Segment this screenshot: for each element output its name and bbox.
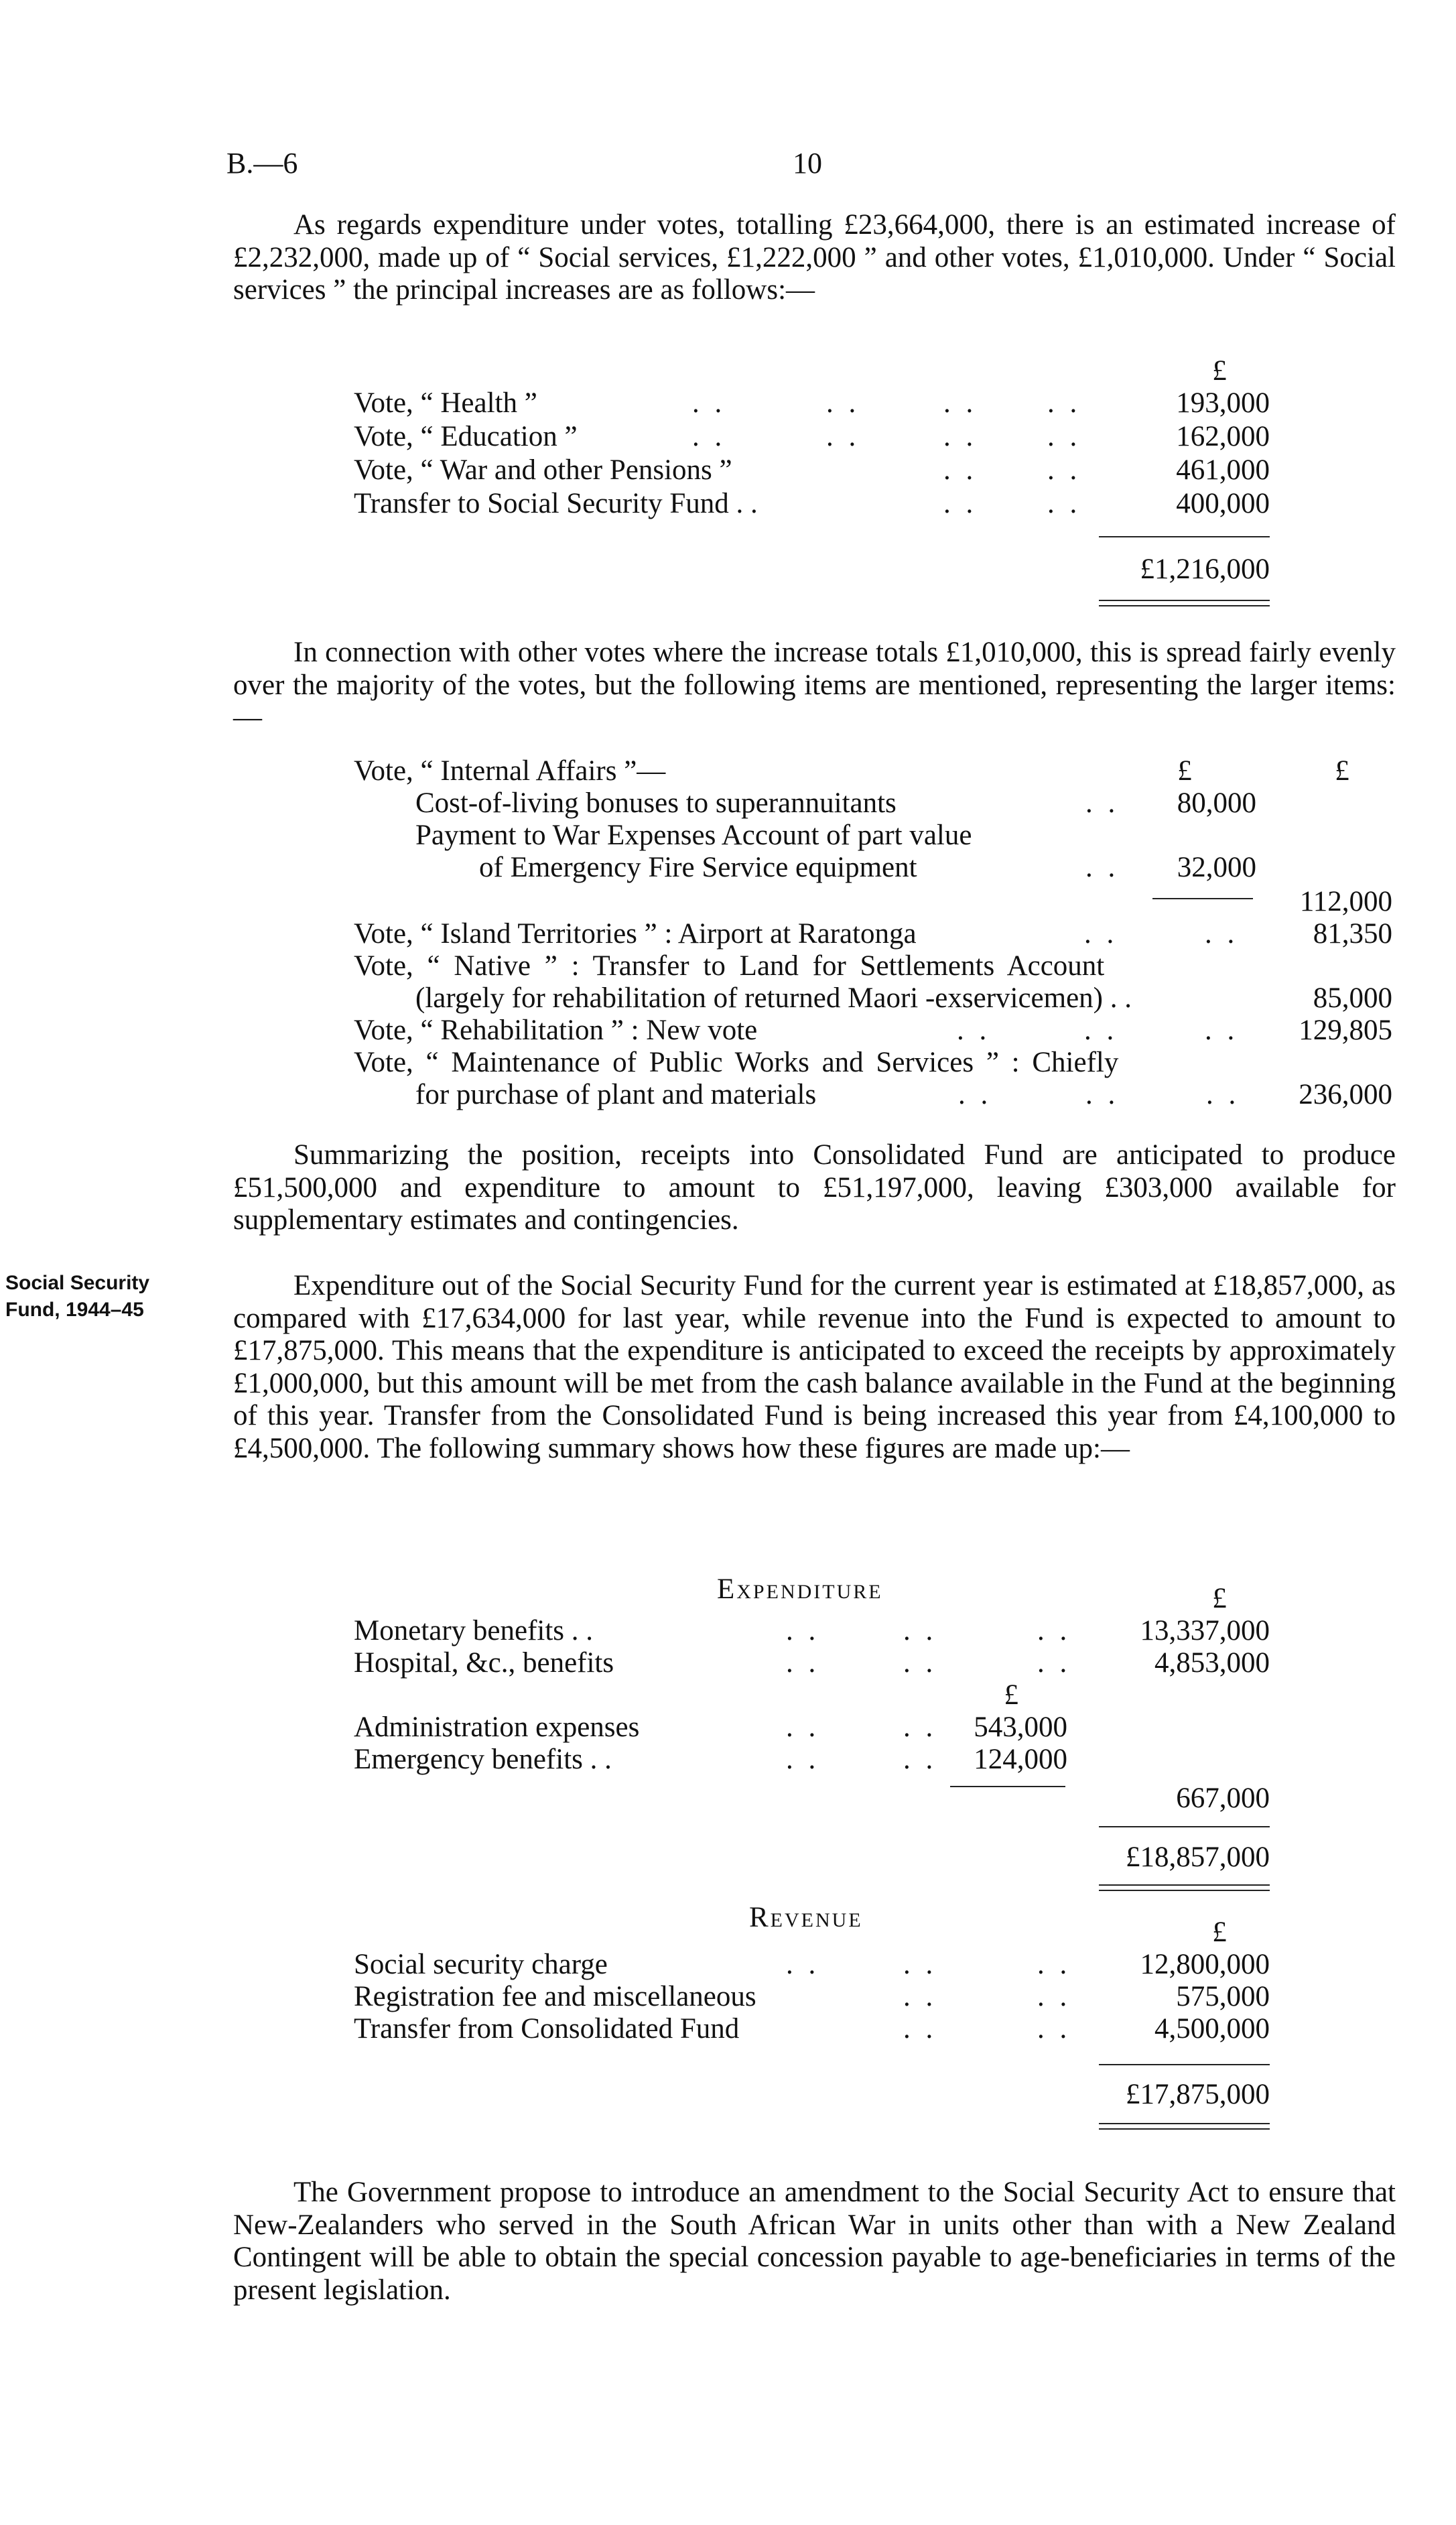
row-amount: 193,000: [1176, 387, 1270, 419]
row-amount: 667,000: [1176, 1783, 1270, 1814]
leader-dots: . .: [903, 2013, 937, 2045]
row-label: Vote, “ Rehabilitation ” : New vote: [354, 1015, 758, 1046]
leader-dots: . .: [1084, 1015, 1118, 1046]
leader-dots: . .: [957, 1015, 991, 1046]
leader-dots: . .: [786, 1949, 820, 1980]
leader-dots: . .: [943, 454, 978, 486]
table-row: [415, 1079, 1392, 1111]
rule: [950, 1786, 1065, 1787]
row-label: Social security charge: [354, 1949, 608, 1980]
leader-dots: . .: [903, 1711, 937, 1743]
subtotal-row: [1260, 886, 1392, 918]
paragraph-expenditure-votes: [233, 209, 1396, 307]
leader-dots: . .: [1085, 787, 1120, 819]
paragraph-text: In connection with other votes where the increase totals £1,010,000, this is spread fairly evenly over the majority of the votes, but the following items are mentioned, representing the larger items:—: [233, 637, 1396, 733]
row-amount: 124,000: [974, 1744, 1067, 1775]
leader-dots: . .: [1047, 454, 1081, 486]
row-amount: 85,000: [1313, 982, 1392, 1014]
table-row: [354, 1981, 1270, 2013]
leader-dots: . .: [692, 421, 726, 452]
section-heading: Revenue: [749, 1902, 863, 1933]
table-row: [354, 1744, 1067, 1776]
rule: [1099, 536, 1270, 537]
section-heading: Expenditure: [717, 1573, 883, 1605]
leader-dots: . .: [903, 1949, 937, 1980]
currency-header: £: [1212, 1583, 1227, 1614]
leader-dots: . .: [943, 421, 978, 452]
currency-header: £: [1335, 755, 1349, 787]
row-label: Transfer from Consolidated Fund: [354, 2013, 740, 2045]
paragraph-social-security-fund: [233, 1270, 1396, 1465]
leader-dots: . .: [903, 1981, 937, 2012]
table-row: [354, 454, 1270, 487]
table-row: [354, 1949, 1270, 1981]
row-amount: 4,853,000: [1154, 1647, 1270, 1679]
leader-dots: . .: [903, 1615, 937, 1646]
row-label: of Emergency Fire Service equipment: [479, 852, 917, 883]
row-label: Vote, “ War and other Pensions ”: [354, 454, 732, 486]
leader-dots: . .: [786, 1647, 820, 1679]
table-row: [354, 387, 1270, 419]
paragraph-government-amendment: [233, 2177, 1396, 2307]
row-amount: 112,000: [1299, 886, 1392, 917]
rule: [1099, 2064, 1270, 2065]
row-amount: 32,000: [1177, 852, 1256, 883]
leader-dots: . .: [1085, 852, 1120, 883]
table-row: [354, 2013, 1270, 2045]
table-total: [1072, 554, 1270, 586]
sidenote-social-security-fund: [5, 1270, 149, 1323]
table-row: [415, 982, 1392, 1015]
row-amount: 12,800,000: [1140, 1949, 1270, 1980]
paragraph-other-votes: [233, 637, 1396, 734]
leader-dots: . .: [1085, 1079, 1120, 1110]
row-amount: 81,350: [1313, 918, 1392, 950]
table-total: [1072, 2079, 1270, 2111]
table-row: [354, 1615, 1270, 1647]
rule: [1152, 898, 1253, 899]
leader-dots: . .: [903, 1647, 937, 1679]
double-rule: [1099, 1884, 1270, 1891]
row-label: Vote, “ Internal Affairs ”—: [354, 755, 666, 787]
leader-dots: . .: [1084, 918, 1118, 950]
row-label: (largely for rehabilitation of returned Maori -exservicemen) . .: [415, 982, 1132, 1014]
row-label: Cost-of-living bonuses to superannuitants: [415, 787, 897, 819]
total-amount: £18,857,000: [1126, 1841, 1270, 1873]
row-label: Payment to War Expenses Account of part value: [415, 820, 972, 851]
row-label: Administration expenses: [354, 1711, 640, 1743]
table-total: [1072, 1841, 1270, 1874]
leader-dots: . .: [1047, 488, 1081, 519]
table-row: [354, 1647, 1270, 1679]
currency-header: £: [1212, 355, 1227, 387]
leader-dots: . .: [958, 1079, 992, 1110]
page-number: 10: [793, 147, 822, 180]
subtotal-row: [1139, 1783, 1270, 1815]
sidenote-line: Social Security: [5, 1272, 150, 1294]
double-rule: [1099, 600, 1270, 606]
paragraph-text: The Government propose to introduce an amendment to the Social Security Act to ensure that New-Zealanders who served in the South African War in units other than with a New Zealand Contingent will be able to obtain the special concession payable to age-beneficiaries in terms of the present legislation.: [233, 2177, 1396, 2306]
leader-dots: . .: [1206, 1079, 1240, 1110]
table-row: [415, 787, 1256, 820]
row-amount: 162,000: [1176, 421, 1270, 452]
row-amount: 4,500,000: [1154, 2013, 1270, 2045]
double-rule: [1099, 2123, 1270, 2130]
row-label: Monetary benefits . .: [354, 1615, 594, 1646]
table-row: [354, 918, 1392, 950]
leader-dots: . .: [786, 1711, 820, 1743]
row-amount: 575,000: [1176, 1981, 1270, 2012]
table-row: [354, 421, 1270, 453]
row-amount: 129,805: [1299, 1015, 1392, 1046]
leader-dots: . .: [786, 1744, 820, 1775]
leader-dots: . .: [826, 421, 860, 452]
row-amount: 236,000: [1299, 1079, 1392, 1110]
sidenote-line: Fund, 1944–45: [5, 1299, 144, 1321]
table-row: [354, 950, 1392, 982]
row-label: Vote, “ Education ”: [354, 421, 578, 452]
row-amount: 543,000: [974, 1711, 1067, 1743]
row-label: Transfer to Social Security Fund . .: [354, 488, 758, 519]
leader-dots: . .: [826, 387, 860, 419]
leader-dots: . .: [1037, 1615, 1071, 1646]
table-row: [479, 852, 1256, 884]
leader-dots: . .: [903, 1744, 937, 1775]
row-label: for purchase of plant and materials: [415, 1079, 817, 1110]
paragraph-text: Summarizing the position, receipts into Consolidated Fund are anticipated to produce £51,500,000 and expenditure to amount to £51,197,000, leaving £303,000 available for supplementary estimates and contingencies.: [233, 1139, 1396, 1236]
row-amount: 80,000: [1177, 787, 1256, 819]
row-label: Emergency benefits . .: [354, 1744, 612, 1775]
row-amount: 400,000: [1176, 488, 1270, 519]
leader-dots: . .: [1205, 918, 1239, 950]
leader-dots: . .: [786, 1615, 820, 1646]
total-amount: £1,216,000: [1140, 554, 1270, 585]
row-label: Vote, “ Maintenance of Public Works and Services ” : Chiefly: [354, 1047, 1119, 1078]
table-row: [354, 1015, 1392, 1047]
leader-dots: . .: [943, 387, 978, 419]
rule: [1099, 1826, 1270, 1827]
leader-dots: . .: [692, 387, 726, 419]
document-reference: B.—6: [226, 147, 298, 180]
table-row: [354, 488, 1270, 520]
row-label: Registration fee and miscellaneous: [354, 1981, 756, 2012]
row-amount: 13,337,000: [1140, 1615, 1270, 1646]
leader-dots: . .: [1037, 1647, 1071, 1679]
paragraph-text: As regards expenditure under votes, totalling £23,664,000, there is an estimated increase of £2,232,000, made up of “ Social services, £1,222,000 ” and other votes, £1,010,000. Under “ Social services ” the principal increases are as follows:—: [233, 209, 1396, 306]
leader-dots: . .: [943, 488, 978, 519]
row-label: Vote, “ Health ”: [354, 387, 537, 419]
table-row: [354, 1711, 1067, 1744]
currency-header: £: [1177, 755, 1192, 787]
row-amount: 461,000: [1176, 454, 1270, 486]
total-amount: £17,875,000: [1126, 2079, 1270, 2110]
leader-dots: . .: [1037, 1949, 1071, 1980]
paragraph-summary-position: [233, 1139, 1396, 1237]
leader-dots: . .: [1047, 421, 1081, 452]
row-label: Hospital, &c., benefits: [354, 1647, 614, 1679]
table-row: [415, 820, 1152, 852]
paragraph-text: Expenditure out of the Social Security Fund for the current year is estimated at £18,857,000, as compared with £17,634,000 for last year, while revenue into the Fund is expected to amount to £17,875,000. This means that the expenditure is anticipated to exceed the receipts by approximately £1,000,000, but this amount will be met from the cash balance available in the Fund at the beginning of this year. Transfer from the Consolidated Fund is being increased this year from £4,100,000 to £4,500,000. The following summary shows how these figures are made up:—: [233, 1270, 1396, 1464]
table-row: [354, 1047, 1392, 1079]
leader-dots: . .: [1205, 1015, 1239, 1046]
row-label: Vote, “ Native ” : Transfer to Land for Settlements Account: [354, 950, 1105, 982]
row-label: Vote, “ Island Territories ” : Airport at Raratonga: [354, 918, 917, 950]
leader-dots: . .: [1037, 2013, 1071, 2045]
leader-dots: . .: [1037, 1981, 1071, 2012]
currency-header: £: [1212, 1917, 1227, 1948]
currency-header: £: [1004, 1679, 1018, 1711]
leader-dots: . .: [1047, 387, 1081, 419]
